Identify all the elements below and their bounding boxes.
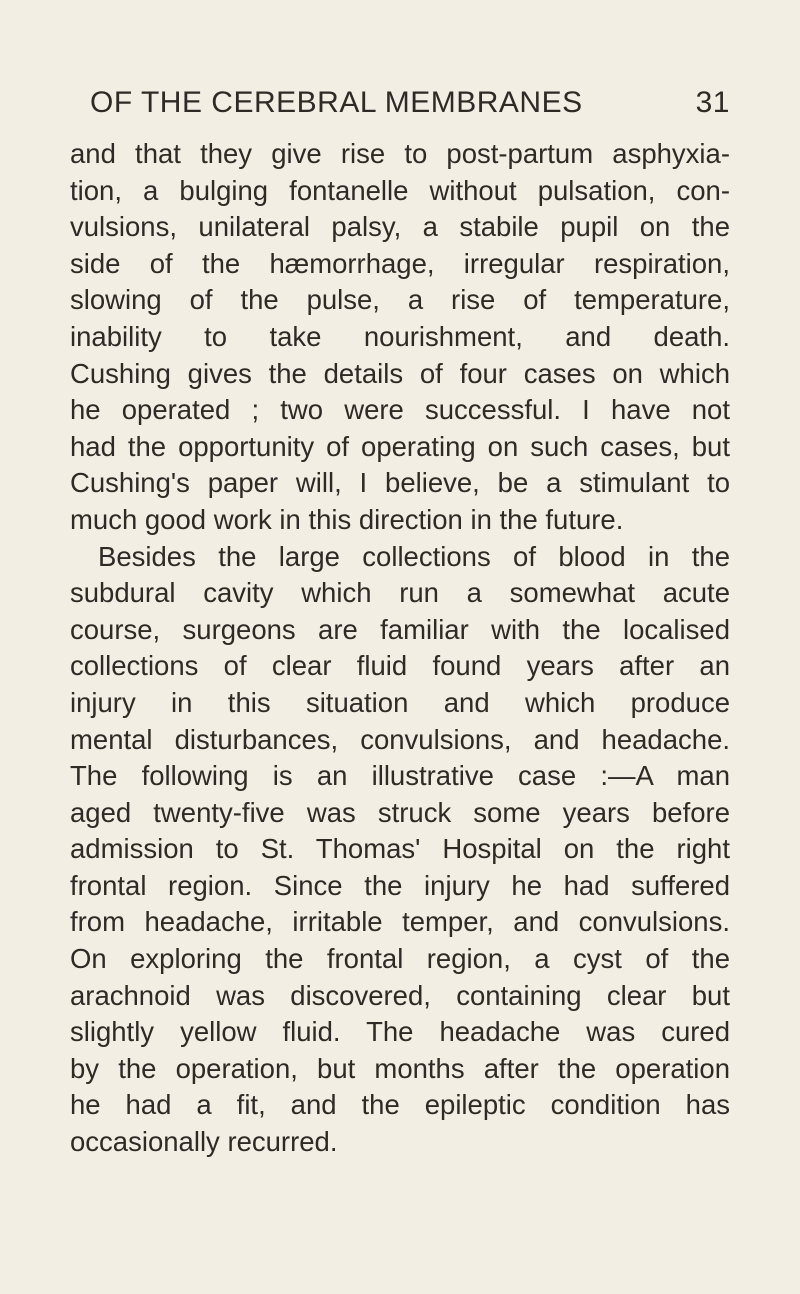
text-line: he had a fit, and the epileptic condition has (70, 1089, 730, 1121)
running-head (90, 86, 730, 130)
text-line: much good work in this direction in the future. (70, 503, 624, 535)
text-line: occasionally recurred. (70, 1126, 338, 1158)
text-line: vulsions, unilateral palsy, a stabile pupil on the (70, 211, 730, 243)
text-line: had the opportunity of operating on such cases, but (70, 430, 730, 462)
text-line: course, surgeons are familiar with the localised (70, 613, 730, 645)
text-line: by the operation, but months after the operation (70, 1052, 730, 1084)
text-line: tion, a bulging fontanelle without pulsation, con- (70, 174, 730, 206)
text-line: inability to take nourishment, and death. (70, 320, 730, 352)
text-line: and that they give rise to post-partum asphyxia- (70, 138, 730, 169)
text-line: slightly yellow fluid. The headache was cured (70, 1016, 730, 1048)
text-line: slowing of the pulse, a rise of temperature, (70, 284, 730, 316)
text-line: Cushing's paper will, I believe, be a stimulant to (70, 467, 730, 499)
text-line: injury in this situation and which produce (70, 686, 730, 718)
body-text (70, 136, 730, 1161)
text-line: The following is an illustrative case :—A man (70, 760, 730, 792)
text-line: side of the hæmorrhage, irregular respiration, (70, 247, 730, 279)
text-line: subdural cavity which run a somewhat acute (70, 577, 730, 609)
text-line: On exploring the frontal region, a cyst of the (70, 943, 730, 975)
text-line: mental disturbances, convulsions, and headache. (70, 723, 730, 755)
text-line: aged twenty-five was struck some years before (70, 796, 730, 828)
text-line: Besides the large collections of blood in the (98, 540, 730, 572)
text-line: frontal region. Since the injury he had suffered (70, 869, 730, 901)
text-line: he operated ; two were successful. I have not (70, 394, 730, 426)
text-line: arachnoid was discovered, containing clear but (70, 979, 730, 1011)
running-title: OF THE CEREBRAL MEMBRANES (90, 86, 583, 119)
text-line: admission to St. Thomas' Hospital on the right (70, 833, 730, 865)
text-line: collections of clear fluid found years after an (70, 650, 730, 682)
text-line: Cushing gives the details of four cases on which (70, 357, 730, 389)
text-line: from headache, irritable temper, and convulsions. (70, 906, 730, 938)
page-number: 31 (695, 86, 730, 119)
